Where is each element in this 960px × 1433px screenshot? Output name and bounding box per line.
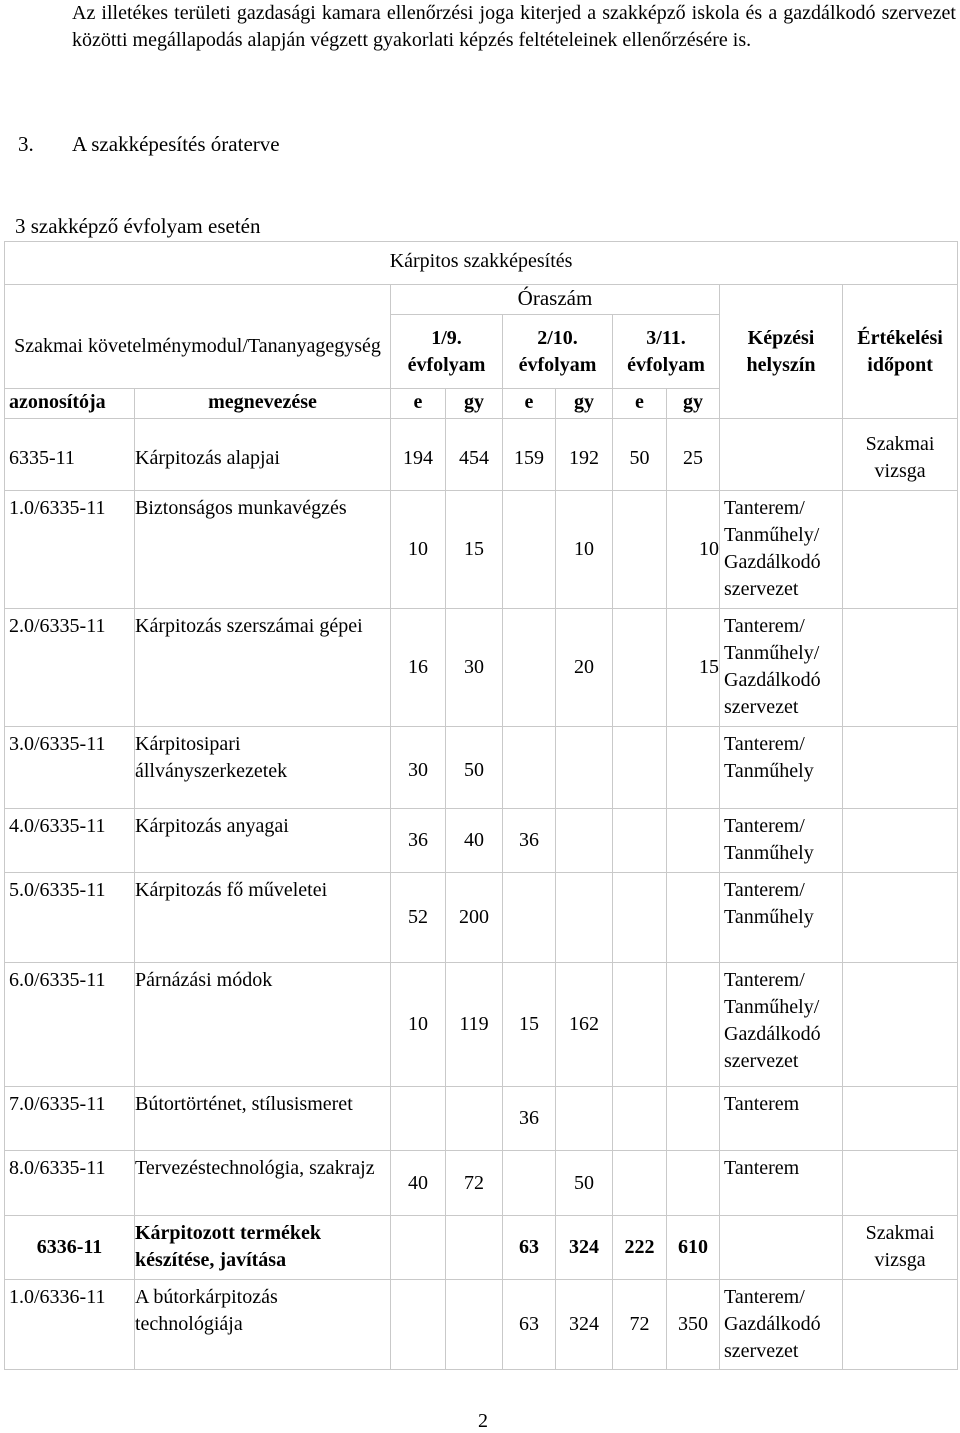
row-value: 15 [667, 609, 720, 727]
row-value: 15 [503, 963, 556, 1087]
header-oraszam: Óraszám [391, 285, 720, 315]
row-eval [843, 963, 958, 1087]
row-value [556, 873, 613, 963]
header-e-1: e [391, 389, 446, 419]
row-value [613, 491, 667, 609]
header-gy-2: gy [556, 389, 613, 419]
row-eval: Szakmai vizsga [843, 1216, 958, 1280]
row-value: 36 [503, 809, 556, 873]
row-eval [843, 727, 958, 809]
row-value: 610 [667, 1216, 720, 1280]
table-caption: 3 szakképző évfolyam esetén [15, 214, 261, 238]
row-name: Bútortörténet, stílusismeret [135, 1087, 391, 1151]
row-value [556, 809, 613, 873]
row-name: Kárpitozás fő műveletei [135, 873, 391, 963]
row-value: 50 [446, 727, 503, 809]
row-value [556, 1087, 613, 1151]
row-value: 162 [556, 963, 613, 1087]
row-id: 5.0/6335-11 [5, 873, 135, 963]
row-name: Kárpitozott termékek készítése, javítása [135, 1216, 391, 1280]
row-value: 20 [556, 609, 613, 727]
row-id: 3.0/6335-11 [5, 727, 135, 809]
row-value [446, 1087, 503, 1151]
row-eval [843, 809, 958, 873]
row-value: 63 [503, 1280, 556, 1370]
table-title: Kárpitos szakképesítés [5, 242, 958, 285]
row-value: 200 [446, 873, 503, 963]
row-value [613, 609, 667, 727]
row-name: Biztonságos munkavégzés [135, 491, 391, 609]
header-name: megnevezése [135, 389, 391, 419]
row-value: 10 [391, 491, 446, 609]
row-eval [843, 609, 958, 727]
row-place: Tanterem/ Tanműhely/ Gazdálkodó szervezet [720, 609, 843, 727]
row-value: 50 [556, 1151, 613, 1216]
row-value: 10 [556, 491, 613, 609]
row-id: 4.0/6335-11 [5, 809, 135, 873]
row-eval [843, 491, 958, 609]
row-id: 7.0/6335-11 [5, 1087, 135, 1151]
row-value [613, 963, 667, 1087]
row-value: 194 [391, 419, 446, 491]
row-name: Kárpitosipari állványszerkezetek [135, 727, 391, 809]
row-value [667, 1087, 720, 1151]
section-number: 3. [18, 132, 34, 156]
page-number: 2 [478, 1410, 488, 1432]
row-value [503, 727, 556, 809]
row-value: 36 [391, 809, 446, 873]
row-value: 192 [556, 419, 613, 491]
row-value: 10 [391, 963, 446, 1087]
header-id: azonosítója [5, 389, 135, 419]
row-value [667, 873, 720, 963]
row-value [446, 1280, 503, 1370]
row-place: Tanterem/ Tanműhely [720, 727, 843, 809]
row-value: 40 [446, 809, 503, 873]
row-value [391, 1216, 446, 1280]
row-place: Tanterem [720, 1087, 843, 1151]
row-eval [843, 873, 958, 963]
row-value: 36 [503, 1087, 556, 1151]
header-module [5, 285, 391, 389]
row-place: Tanterem/ Tanműhely/ Gazdálkodó szervezet [720, 963, 843, 1087]
row-value: 15 [446, 491, 503, 609]
row-value [391, 1087, 446, 1151]
row-name: Párnázási módok [135, 963, 391, 1087]
row-eval [843, 1087, 958, 1151]
row-value: 52 [391, 873, 446, 963]
row-value: 25 [667, 419, 720, 491]
section-title: A szakképesítés óraterve [72, 132, 280, 156]
row-name: Kárpitozás anyagai [135, 809, 391, 873]
row-value: 72 [613, 1280, 667, 1370]
row-value: 222 [613, 1216, 667, 1280]
header-e-2: e [503, 389, 556, 419]
row-value [613, 873, 667, 963]
row-value [613, 1087, 667, 1151]
header-year-1: 1/9. évfolyam [391, 315, 503, 389]
row-eval [843, 1151, 958, 1216]
row-name: A bútorkárpitozás technológiája [135, 1280, 391, 1370]
row-value [613, 809, 667, 873]
row-place: Tanterem/ Tanműhely [720, 809, 843, 873]
row-value [446, 1216, 503, 1280]
row-value [503, 491, 556, 609]
row-place: Tanterem/ Tanműhely/ Gazdálkodó szervezet [720, 491, 843, 609]
row-value: 159 [503, 419, 556, 491]
row-value: 119 [446, 963, 503, 1087]
row-id: 1.0/6336-11 [5, 1280, 135, 1370]
row-value: 10 [667, 491, 720, 609]
header-e-3: e [613, 389, 667, 419]
row-id: 6.0/6335-11 [5, 963, 135, 1087]
row-value: 63 [503, 1216, 556, 1280]
row-id: 6335-11 [5, 419, 135, 491]
row-eval: Szakmai vizsga [843, 419, 958, 491]
row-name: Tervezéstechnológia, szakrajz [135, 1151, 391, 1216]
header-module-label: Szakmai követelménymodul/Tananyagegység [14, 335, 381, 357]
row-value: 16 [391, 609, 446, 727]
row-value: 30 [391, 727, 446, 809]
section-heading [18, 132, 280, 157]
row-value: 50 [613, 419, 667, 491]
row-name: Kárpitozás szerszámai gépei [135, 609, 391, 727]
row-place: Tanterem [720, 1151, 843, 1216]
row-id: 1.0/6335-11 [5, 491, 135, 609]
row-id: 6336-11 [5, 1216, 135, 1280]
intro-paragraph: Az illetékes területi gazdasági kamara ellenőrzési joga kiterjed a szakképző iskola és a gazdálkodó szervezet közötti megállapodás alapján végzett gyakorlati képzés feltételeinek ellenőrzésére is. [72, 2, 956, 51]
row-id: 8.0/6335-11 [5, 1151, 135, 1216]
row-value: 324 [556, 1280, 613, 1370]
row-value [613, 727, 667, 809]
row-value: 350 [667, 1280, 720, 1370]
row-name: Kárpitozás alapjai [135, 419, 391, 491]
row-place [720, 1216, 843, 1280]
header-year-2: 2/10. évfolyam [503, 315, 613, 389]
row-value [613, 1151, 667, 1216]
row-value [667, 809, 720, 873]
header-place: Képzési helyszín [720, 285, 843, 419]
row-value: 30 [446, 609, 503, 727]
row-value [667, 963, 720, 1087]
row-place: Tanterem/ Gazdálkodó szervezet [720, 1280, 843, 1370]
row-value [503, 1151, 556, 1216]
row-place [720, 419, 843, 491]
row-value [391, 1280, 446, 1370]
header-gy-1: gy [446, 389, 503, 419]
row-value [503, 873, 556, 963]
row-value [556, 727, 613, 809]
header-eval: Értékelési időpont [843, 285, 958, 419]
row-value [667, 727, 720, 809]
header-gy-3: gy [667, 389, 720, 419]
row-value: 454 [446, 419, 503, 491]
header-year-3: 3/11. évfolyam [613, 315, 720, 389]
row-place: Tanterem/ Tanműhely [720, 873, 843, 963]
row-value: 72 [446, 1151, 503, 1216]
row-eval [843, 1280, 958, 1370]
row-value: 40 [391, 1151, 446, 1216]
row-value [503, 609, 556, 727]
row-value [667, 1151, 720, 1216]
curriculum-table [4, 241, 958, 1370]
row-value: 324 [556, 1216, 613, 1280]
row-id: 2.0/6335-11 [5, 609, 135, 727]
